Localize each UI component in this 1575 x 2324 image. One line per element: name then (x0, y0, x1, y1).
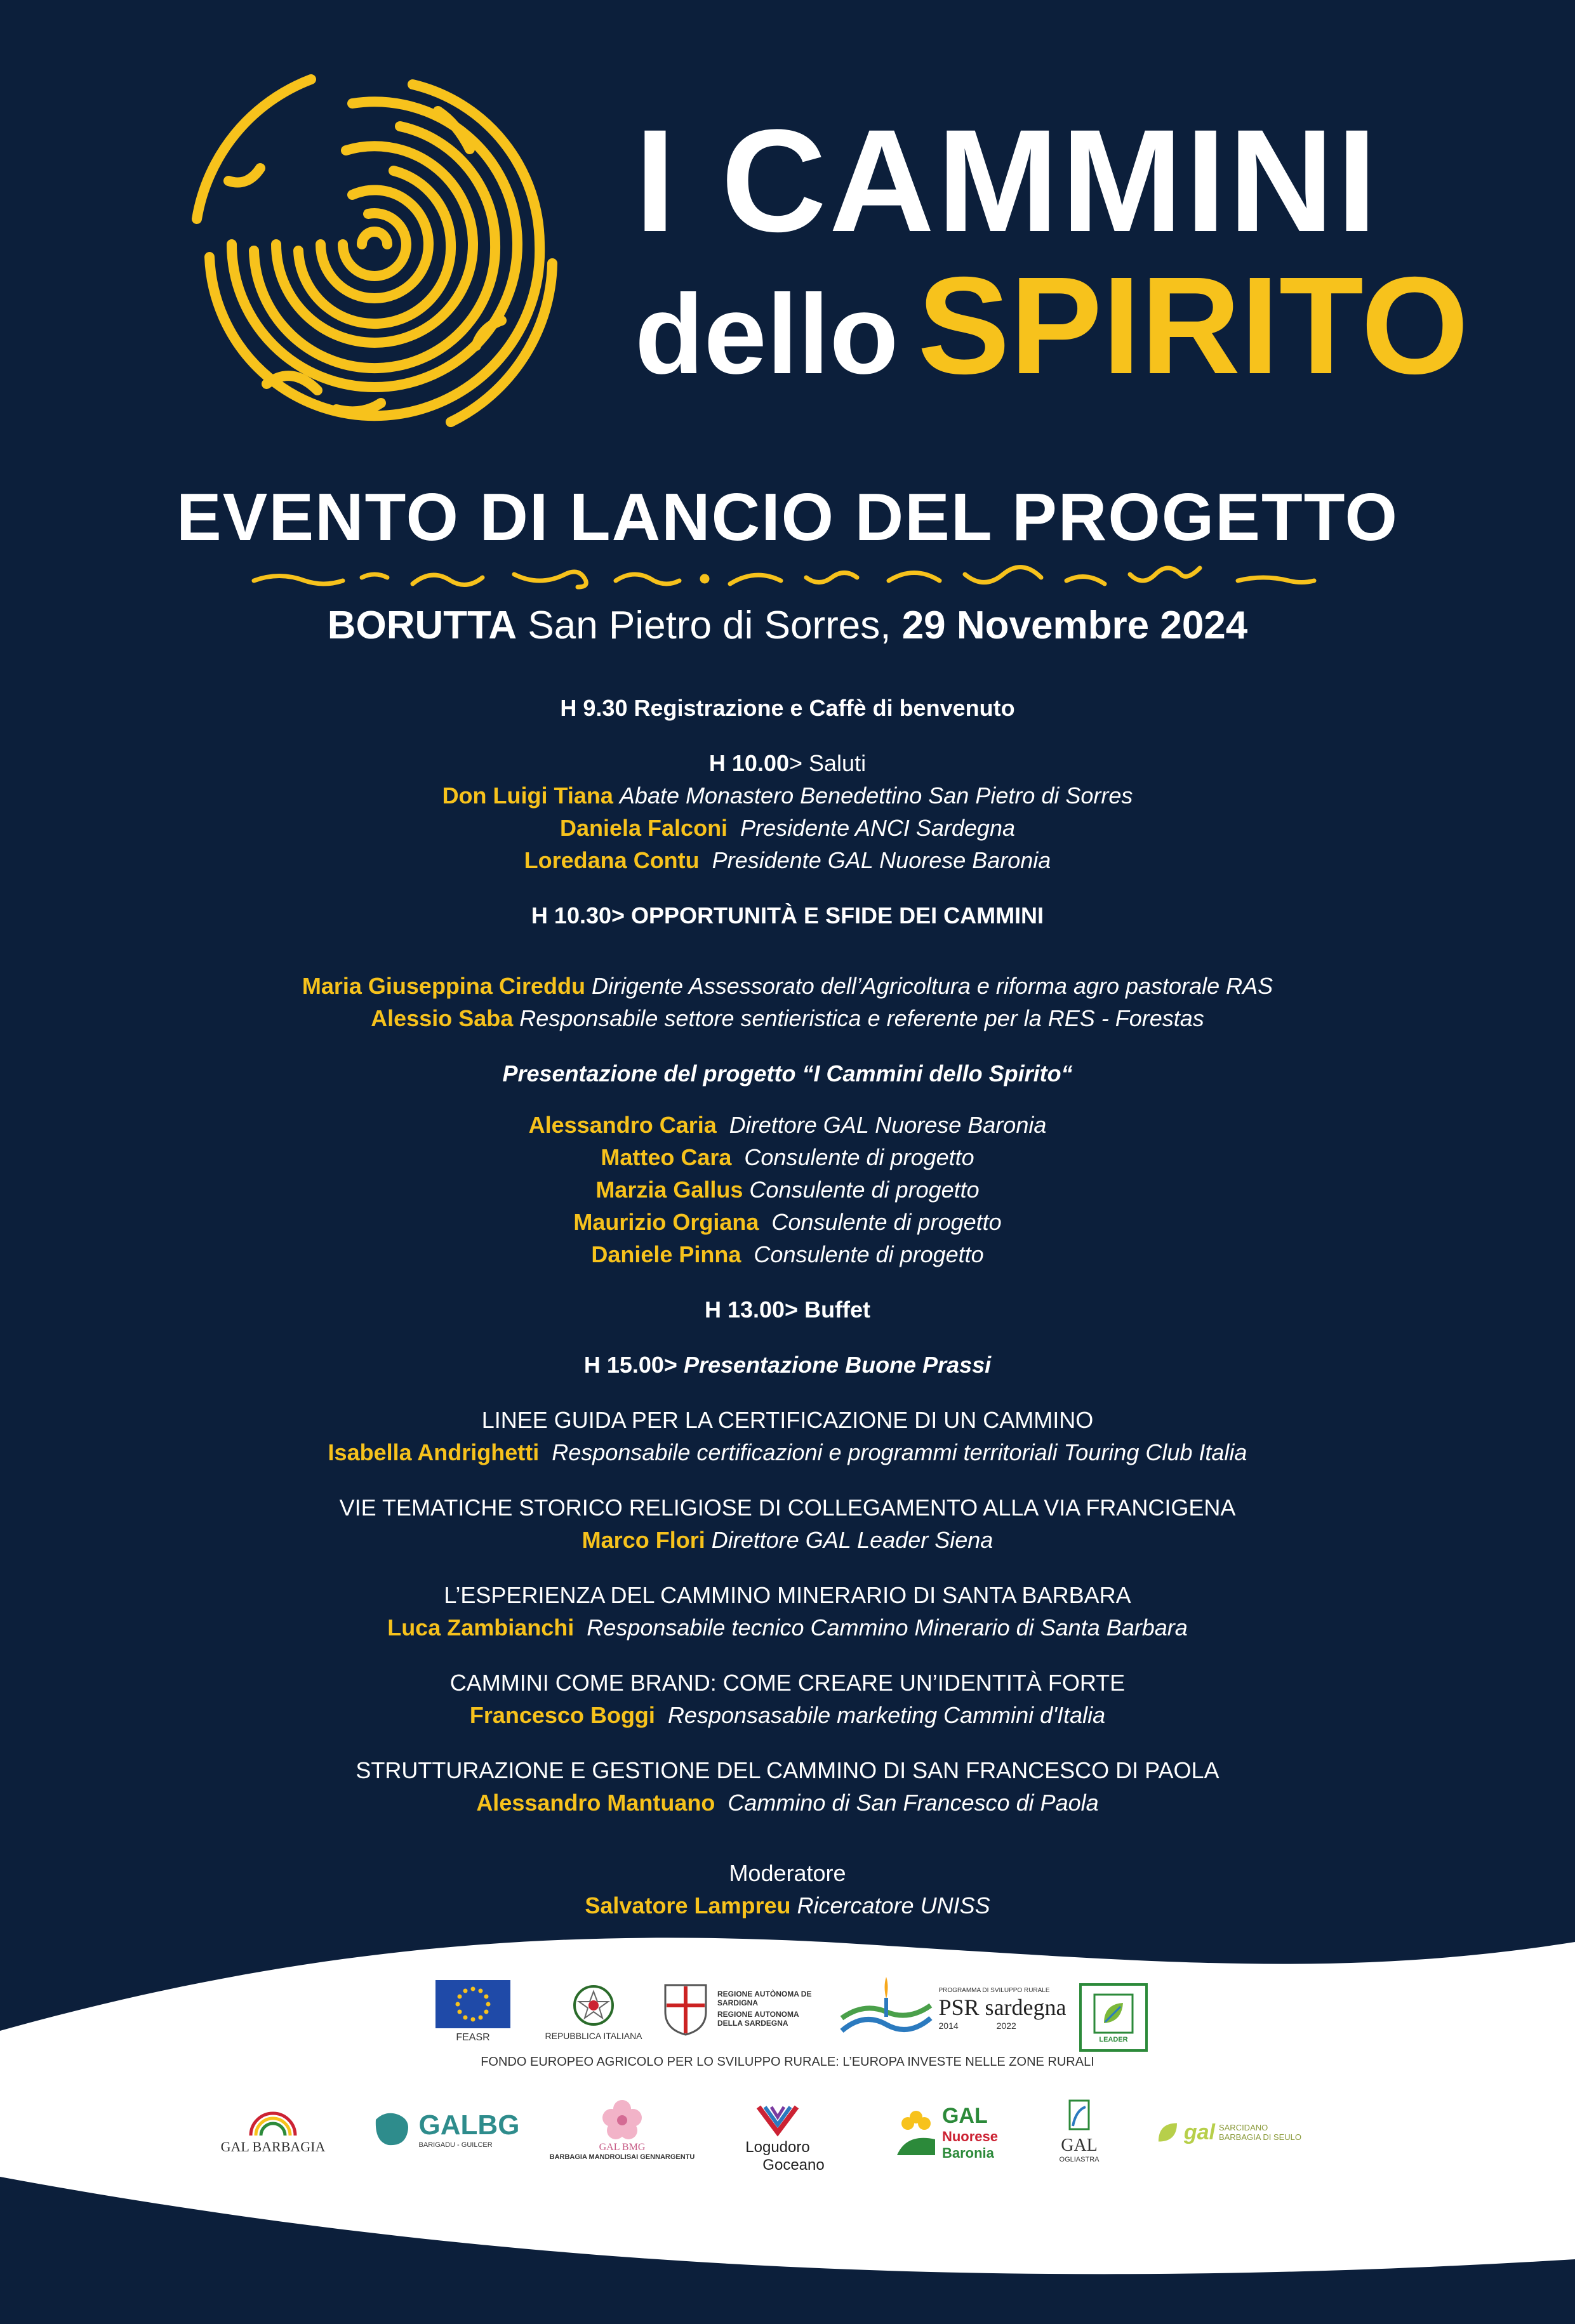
place-bold: BORUTTA (327, 604, 517, 647)
speaker-role: Consulente di progetto (771, 1209, 1002, 1235)
gal-bmg-logo (549, 2097, 695, 2161)
speaker-role: Responsabile tecnico Cammino Minerario di Santa Barbara (587, 1614, 1188, 1641)
speaker-name: Francesco Boggi (469, 1702, 655, 1728)
galbg-label: GALBG (418, 2109, 520, 2141)
saluti-heading (0, 747, 1575, 779)
afternoon-heading (0, 1349, 1575, 1381)
logudoro-chevron-icon (752, 2101, 803, 2139)
speaker-role: Consulente di progetto (754, 1241, 984, 1267)
gal-bmg-flower-icon (600, 2097, 644, 2142)
buffet-line: H 13.00> Buffet (704, 1297, 871, 1323)
sarcidano-label-2: BARBAGIA DI SEULO (1218, 2132, 1301, 2142)
galbg-map-icon (369, 2107, 414, 2151)
eu-flag-icon (435, 1980, 510, 2028)
talk-topic: LINEE GUIDA PER LA CERTIFICAZIONE DI UN CAMMINO (481, 1407, 1094, 1433)
regione-label-2: REGIONE AUTONOMA DELLA SARDEGNA (717, 2010, 799, 2028)
speaker-name: Daniela Falconi (559, 815, 728, 841)
talk-topic: L’ESPERIENZA DEL CAMMINO MINERARIO DI SANTA BARBARA (444, 1582, 1131, 1608)
speaker-role: Dirigente Assessorato dell’Agricoltura e riforma agro pastorale RAS (591, 973, 1273, 999)
speaker-role: Cammino di San Francesco di Paola (728, 1790, 1099, 1816)
speaker-name: Maurizio Orgiana (573, 1209, 759, 1235)
date-location (0, 603, 1575, 648)
speaker-role: Presidente GAL Nuorese Baronia (712, 847, 1051, 873)
gal-ogliastra-logo (1047, 2097, 1111, 2163)
speaker-line (0, 1109, 1575, 1141)
talk-topic: VIE TEMATICHE STORICO RELIGIOSE DI COLLEGAMENTO ALLA VIA FRANCIGENA (339, 1495, 1236, 1521)
sardinia-shield-icon (660, 1980, 711, 2037)
speaker-name: Don Luigi Tiana (442, 782, 613, 809)
speaker-name: Marzia Gallus (595, 1177, 743, 1203)
moderator-label: Moderatore (729, 1860, 846, 1886)
gal-bmg-label: GAL BMG (599, 2142, 646, 2153)
program (0, 692, 1575, 1922)
psr-landscape-icon (839, 1974, 934, 2043)
psr-year-start: 2014 (938, 2020, 959, 2031)
regione-sardegna-logo (660, 1980, 813, 2037)
sponsor-logos-top (0, 1974, 1575, 2056)
nuorese-label-1: Nuorese (941, 2129, 999, 2144)
gal-barbagia-logo (216, 2101, 330, 2155)
gal-sarcidano-logo (1155, 2120, 1301, 2145)
eu-flag-logo (432, 1980, 514, 2043)
sarcidano-gal: gal (1183, 2120, 1215, 2144)
gal-barbagia-label: GAL BARBAGIA (220, 2139, 326, 2155)
speaker-name: Alessio Saba (371, 1005, 514, 1031)
galbg-logo (368, 2107, 521, 2151)
leader-logo (1079, 1983, 1148, 2052)
saluti-time: H 10.00 (708, 750, 789, 776)
speaker-name: Isabella Andrighetti (328, 1439, 540, 1465)
title-dello-spirito (635, 249, 1469, 403)
speaker-name: Matteo Cara (601, 1144, 732, 1170)
registration-line: H 9.30 Registrazione e Caffè di benvenuto (560, 695, 1015, 721)
gal-nuorese-baronia-logo (876, 2104, 1016, 2162)
sponsor-caption: FONDO EUROPEO AGRICOLO PER LO SVILUPPO RURALE: L’EUROPA INVESTE NELLE ZONE RURALI (481, 2055, 1094, 2069)
gal-bmg-sub: BARBAGIA MANDROLISAI GENNARGENTU (549, 2153, 695, 2161)
talk-topic: CAMMINI COME BRAND: COME CREARE UN’IDENTITÀ FORTE (449, 1670, 1126, 1696)
speaker-line (0, 1238, 1575, 1271)
feasr-label: FEASR (456, 2032, 490, 2043)
speaker-role: Responsasabile marketing Cammini d'Italia (667, 1702, 1106, 1728)
speaker-role: Abate Monastero Benedettino San Pietro di Sorres (619, 782, 1133, 809)
leader-leaf-icon (1091, 1991, 1136, 2036)
psr-small-label: PROGRAMMA DI SVILUPPO RURALE (938, 1986, 1050, 1994)
event-date: 29 Novembre 2024 (901, 604, 1248, 647)
place-rest: San Pietro di Sorres, (528, 604, 891, 647)
event-title: EVENTO DI LANCIO DEL PROGETTO (176, 480, 1399, 555)
speaker-line (0, 1611, 1575, 1644)
speaker-line (0, 1699, 1575, 1731)
speaker-name: Marco Flori (581, 1527, 705, 1553)
ogliastra-label-1: GAL (1061, 2136, 1098, 2155)
galbg-sub: BARIGADU - GUILCER (418, 2141, 493, 2149)
speaker-line (0, 970, 1575, 1002)
title-dello: dello (635, 271, 899, 397)
regione-label-1: REGIONE AUTÒNOMA DE SARDIGNA (717, 1990, 812, 2007)
nuorese-label-2: Baronia (941, 2145, 994, 2161)
speaker-line (0, 1173, 1575, 1206)
title-spirito: SPIRITO (917, 249, 1469, 403)
ogliastra-label-2: OGLIASTRA (1059, 2156, 1100, 2163)
title-cammini: I CAMMINI (635, 99, 1380, 262)
speaker-role: Responsabile settore sentieristica e referente per la RES - Forestas (519, 1005, 1204, 1031)
presentation-heading: Presentazione del progetto “I Cammini dello Spirito“ (502, 1060, 1073, 1086)
logudoro-label-2: Goceano (762, 2156, 825, 2174)
speaker-name: Maria Giuseppina Cireddu (302, 973, 585, 999)
speaker-role: Direttore GAL Leader Siena (711, 1527, 994, 1553)
speaker-name: Loredana Contu (524, 847, 700, 873)
afternoon-time: H 15.00> (583, 1352, 677, 1378)
speaker-name: Daniele Pinna (591, 1241, 741, 1267)
speaker-role: Direttore GAL Nuorese Baronia (729, 1112, 1047, 1138)
speaker-role: Responsabile certificazioni e programmi territoriali Touring Club Italia (552, 1439, 1247, 1465)
moderator-name: Salvatore Lampreu (585, 1892, 791, 1918)
leader-label: LEADER (1099, 2036, 1128, 2043)
speaker-line (0, 1141, 1575, 1173)
logudoro-label-1: Logudoro (745, 2139, 810, 2156)
speaker-name: Alessandro Mantuano (476, 1790, 715, 1816)
repubblica-label: REPUBBLICA ITALIANA (545, 2031, 642, 2041)
speaker-name: Alessandro Caria (528, 1112, 717, 1138)
saluti-label: > Saluti (789, 750, 867, 776)
nuorese-flower-icon (894, 2108, 938, 2158)
afternoon-label: Presentazione Buone Prassi (683, 1352, 992, 1378)
speaker-line (0, 1786, 1575, 1819)
speaker-role: Consulente di progetto (744, 1144, 974, 1170)
speaker-line (0, 812, 1575, 844)
speaker-role: Consulente di progetto (749, 1177, 980, 1203)
italy-emblem-icon (568, 1980, 619, 2031)
session2-heading: H 10.30> OPPORTUNITÀ E SFIDE DEI CAMMINI (531, 902, 1044, 928)
repubblica-logo (545, 1980, 642, 2041)
psr-years (939, 2021, 1067, 2031)
speaker-line (0, 1436, 1575, 1469)
speaker-name: Luca Zambianchi (387, 1614, 575, 1641)
speaker-line (0, 779, 1575, 812)
moderator-role: Ricercatore UNISS (797, 1892, 990, 1918)
labyrinth-logo-icon (171, 54, 578, 447)
sarcidano-label-1: SARCIDANO (1218, 2123, 1268, 2132)
talk-topic: STRUTTURAZIONE E GESTIONE DEL CAMMINO DI SAN FRANCESCO DI PAOLA (356, 1757, 1219, 1783)
psr-main-label: PSR sardegna (938, 1994, 1067, 2020)
squiggle-divider-icon (248, 552, 1327, 603)
nuorese-gal: GAL (941, 2104, 988, 2128)
ogliastra-leaf-icon (1057, 2097, 1101, 2136)
speaker-line (0, 1524, 1575, 1556)
psr-sardegna-logo (838, 1974, 1067, 2043)
psr-year-end: 2022 (996, 2020, 1016, 2031)
speaker-line (0, 1002, 1575, 1034)
speaker-line (0, 844, 1575, 876)
speaker-role: Presidente ANCI Sardegna (740, 815, 1015, 841)
speaker-line (0, 1206, 1575, 1238)
sarcidano-leaf-icon (1155, 2120, 1180, 2145)
gal-barbagia-arc-icon (244, 2101, 302, 2139)
sponsor-logos-bottom (0, 2094, 1575, 2183)
logudoro-goceano-logo (724, 2101, 832, 2174)
